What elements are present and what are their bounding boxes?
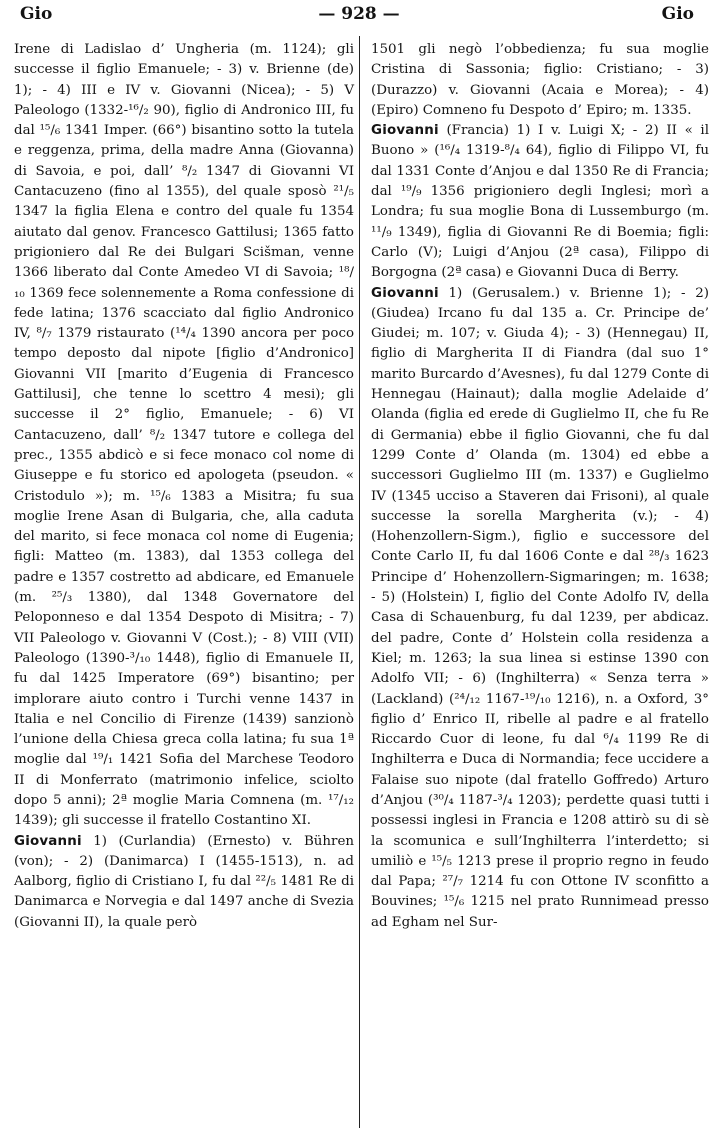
header-left-keyword: Gio <box>20 4 53 24</box>
entry-headword: Giovanni <box>14 833 82 849</box>
entry-giovanni-curlandia <box>14 832 354 933</box>
entry-headword: Giovanni <box>371 285 439 301</box>
entry-text: 1) (Curlandia) (Ernesto) v. Bühren (von); - 2) (Danimarca) I (1455-1513), n. ad Aalborg, figlio di Cristiano I, fu dal ²²/₅ 1481 Re di Danimarca e Norvegia e dal 1497 anche di Svezia (Giovanni II), la quale però <box>14 833 354 930</box>
page-number: — 928 — <box>318 4 400 24</box>
entry-continuation-text: Irene di Ladislao d’ Ungheria (m. 1124); gli successe il figlio Emanuele; - 3) v. Brienne (de) 1); - 4) III e IV v. Giovanni (Nicea); - 5) V Paleologo (1332-¹⁶/₂ 90), figlio di Andronico III, fu dal ¹⁵/₆ 1341 Imper. (66°) bisantino sotto la tutela e reggenza, prima, della madre Anna (Giovanna) di Savoia, e poi, dall’ ⁸/₂ 1347 di Giovanni VI Cantacuzeno (fino al 1355), del quale sposò ²¹/₅ 1347 la figlia Elena e contro del quale fu 1354 aiutato dal genov. Francesco Gattilusi; 1365 fatto prigioniero dal Re dei Bulgari Scišman, venne 1366 liberato dal Conte Amedeo VI di Savoia; ¹⁸/₁₀ 1369 fece solennemente a Roma confessione di fede latina; 1376 scacciato dal figlio Andronico IV, ⁸/₇ 1379 ristaurato (¹⁴/₄ 1390 ancora per poco tempo deposto dal nipote [figlio d’Andronico] Giovanni VII [marito d’Eugenia di Francesco Gattilusi], che tenne lo scettro 4 mesi); gli successe il 2° figlio, Emanuele; - 6) VI Cantacuzeno, dall’ ⁸/₂ 1347 tutore e collega del prec., 1355 abdicò e si fece monaco col nome di Giuseppe e fu storico ed apologeta (pseudon. « Cristodulo »); m. ¹⁵/₆ 1383 a Misitra; fu sua moglie Irene Asan di Bulgaria, che, alla caduta del marito, si fece monaca col nome di Eugenia; figli: Matteo (m. 1383), dal 1353 collega del padre e 1357 costretto ad abdicare, ed Emanuele (m. ²⁵/₃ 1380), dal 1348 Governatore del Peloponneso e dal 1354 Despoto di Misitra; - 7) VII Paleologo v. Giovanni V (Cost.); - 8) VIII (VII) Paleologo (1390-³/₁₀ 1448), figlio di Emanuele II, fu dal 1425 Imperatore (69°) bisantino; per implorare aiuto contro i Turchi venne 1437 in Italia e nel Concilio di Firenze (1439) sanzionò l’unione della Chiesa greca colla latina; fu sua 1ª moglie dal ¹⁹/₁ 1421 Sofia del Marchese Teodoro II di Monferrato (matrimonio infelice, sciolto dopo 5 anni); 2ª moglie Maria Comnena (m. ¹⁷/₁₂ 1439); gli successe il fratello Costantino XI. <box>14 42 354 829</box>
entry-text: (Francia) 1) I v. Luigi X; - 2) II « il Buono » (¹⁶/₄ 1319-⁸/₄ 64), figlio di Filippo VI, fu dal 1331 Conte d’Anjou e dal 1350 Re di Francia; dal ¹⁹/₉ 1356 prigioniero degli Inglesi; morì a Londra; fu sua moglie Bona di Lussemburgo (m. ¹¹/₉ 1349), figlia di Giovanni Re di Boemia; figli: Carlo (V); Luigi d’Anjou (2ª casa), Filippo di Borgogna (2ª casa) e Giovanni Duca di Berry. <box>371 123 709 281</box>
right-column <box>371 40 709 933</box>
entry-text: 1) (Gerusalem.) v. Brienne 1); - 2) (Giudea) Ircano fu dal 135 a. Cr. Principe de’ Giudei; m. 107; v. Giuda 4); - 3) (Hennegau) II, figlio di Margherita II di Fiandra (dal suo 1° marito Burcardo d’Avesnes), fu dal 1279 Conte di Hennegau (Hainaut); dalla moglie Adelaide d’ Olanda (figlia ed erede di Guglielmo II, che fu Re di Germania) ebbe il figlio Giovanni, che fu dal 1299 Conte d’ Olanda (m. 1304) ed ebbe a successori Guglielmo III (m. 1337) e Guglielmo IV (1345 ucciso a Staveren dai Frisoni), al quale successe la sorella Margherita (v.); - 4) (Hohenzollern-Sigm.), figlio e successore del Conte Carlo II, fu dal 1606 Conte e dal ²⁸/₃ 1623 Principe d’ Hohenzollern-Sigmaringen; m. 1638; - 5) (Holstein) I, figlio del Conte Adolfo IV, della Casa di Schauenburg, fu dal 1239, per abdicaz. del padre, Conte d’ Holstein colla residenza a Kiel; m. 1263; la sua linea si estinse 1390 con Adolfo VII; - 6) (Inghilterra) « Senza terra » (Lackland) (²⁴/₁₂ 1167-¹⁹/₁₀ 1216), n. a Oxford, 3° figlio d’ Enrico II, ribelle al padre e al fratello Riccardo Cuor di leone, fu dal ⁶/₄ 1199 Re di Inghilterra e Duca di Normandia; fece uccidere a Falaise suo nipote (dal fratello Goffredo) Arturo d’Anjou (³⁰/₄ 1187-³/₄ 1203); perdette quasi tutti i possessi inglesi in Francia e 1208 attirò su di sè la scomunica e sull’Inghilterra l’interdetto; si umiliò e ¹⁵/₅ 1213 prese il proprio regno in feudo dal Papa; ²⁷/₇ 1214 fu con Ottone IV sconfitto a Bouvines; ¹⁵/₆ 1215 nel prato Runnimead presso ad Egham nel Sur- <box>371 285 709 930</box>
entry-continuation-text: 1501 gli negò l’obbedienza; fu sua moglie Cristina di Sassonia; figlio: Cristiano; - 3) (Durazzo) v. Giovanni (Acaia e Morea); - 4) (Epiro) Comneno fu Despoto d’ Epiro; m. 1335. <box>371 42 709 118</box>
left-column <box>14 40 354 933</box>
entry-giovanni-francia <box>371 121 709 283</box>
entry-headword: Giovanni <box>371 123 439 139</box>
header-right-keyword: Gio <box>661 4 694 24</box>
entry-giovanni-gerusalem <box>371 284 709 934</box>
column-divider <box>359 36 360 1128</box>
page-header <box>0 2 718 28</box>
